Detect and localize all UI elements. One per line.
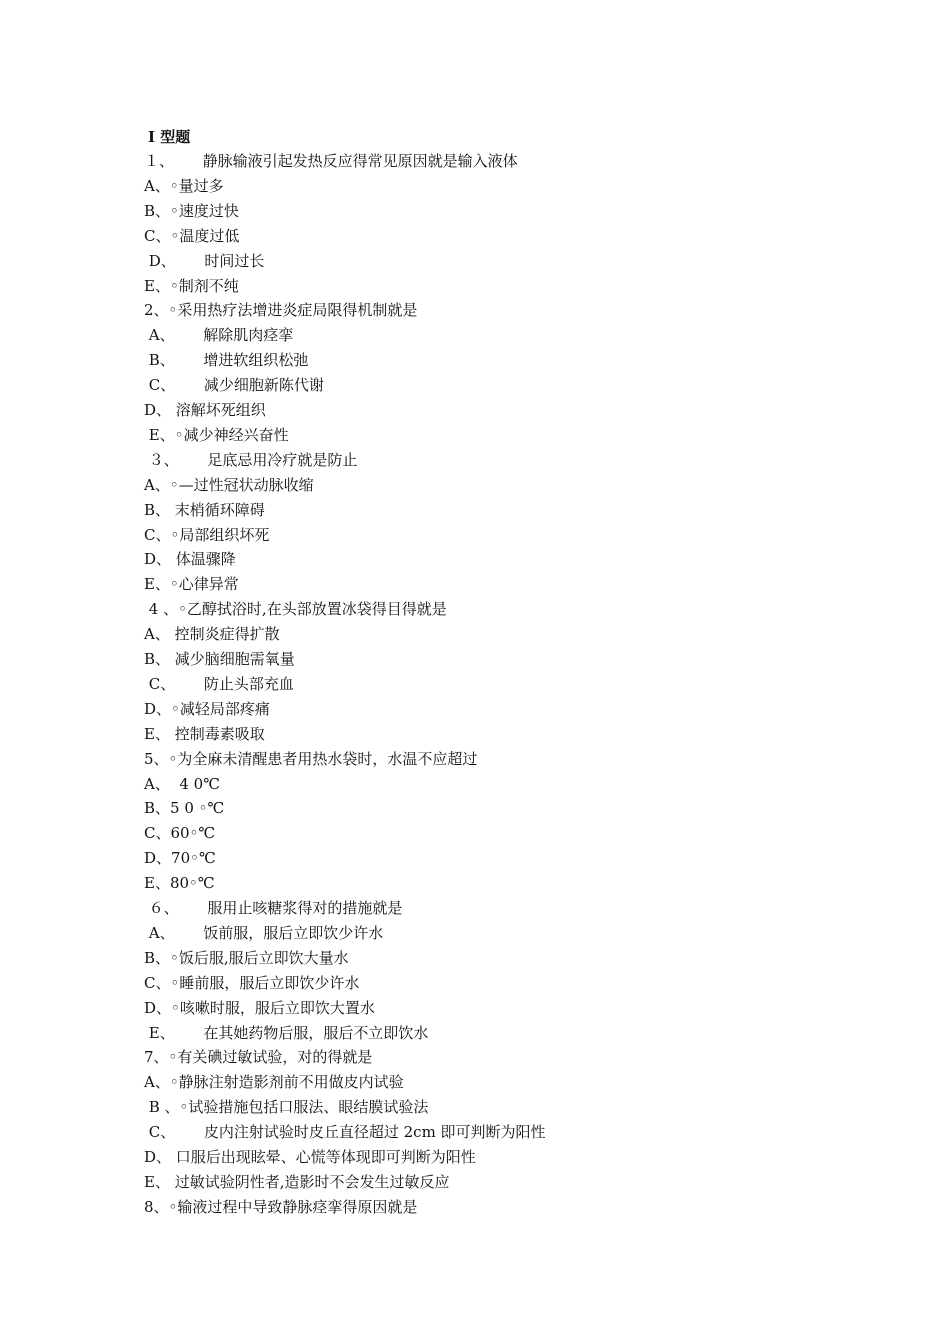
- text-line: ６、 服用止咳糖浆得对的措施就是: [144, 899, 403, 917]
- text-line: B、 末梢循环障碍: [144, 500, 265, 519]
- text-line: B、◦饭后服,服后立即饮大量水: [144, 948, 349, 967]
- text-line: A、◦量过多: [144, 176, 224, 195]
- text-line: B、5 0 ◦℃: [144, 799, 225, 818]
- text-line: D、70◦℃: [144, 849, 216, 868]
- text-line: C、◦睡前服，服后立即饮少许水: [144, 973, 360, 992]
- text-line: ３、 足底忌用冷疗就是防止: [144, 450, 358, 469]
- text-line: 5、◦为全麻未清醒患者用热水袋时，水温不应超过: [144, 749, 478, 768]
- text-line: E、 过敏试验阴性者,造影时不会发生过敏反应: [144, 1172, 450, 1191]
- text-line: 4 、◦乙醇拭浴时,在头部放置冰袋得目得就是: [144, 600, 447, 619]
- text-line: E、◦减少神经兴奋性: [144, 425, 289, 444]
- text-line: １、 静脉输液引起发热反应得常见原因就是输入液体: [144, 152, 518, 170]
- text-line: 2、◦采用热疗法增进炎症局限得机制就是: [144, 301, 418, 320]
- text-line: C、◦温度过低: [144, 226, 240, 245]
- text-line: C、 防止头部充血: [144, 674, 294, 693]
- text-line: A、 4 0℃: [144, 774, 221, 793]
- text-line: E、 控制毒素吸取: [144, 724, 265, 743]
- text-line: A、 饭前服，服后立即饮少许水: [144, 923, 384, 942]
- text-line: E、 在其她药物后服，服后不立即饮水: [144, 1023, 429, 1042]
- section-title: Ⅰ 型题: [148, 128, 191, 146]
- text-line: D、◦减轻局部疼痛: [144, 699, 270, 718]
- text-line: B、 增进软组织松弛: [144, 351, 309, 370]
- text-line: B、 减少脑细胞需氧量: [144, 650, 295, 668]
- text-line: C、◦局部组织坏死: [144, 525, 270, 544]
- text-line: A、 控制炎症得扩散: [144, 625, 280, 644]
- text-line: E、◦心律异常: [144, 575, 239, 594]
- text-line: D、 口服后出现眩晕、心慌等体现即可判断为阳性: [144, 1148, 476, 1166]
- text-line: A、◦—过性冠状动脉收缩: [144, 475, 314, 494]
- text-line: A、 解除肌肉痉挛: [144, 326, 294, 345]
- text-line: B 、◦试验措施包括口服法、眼结膜试验法: [144, 1098, 429, 1117]
- text-line: C、60◦℃: [144, 824, 216, 843]
- text-line: D、 体温骤降: [144, 550, 236, 569]
- text-line: 8、◦输液过程中导致静脉痉挛得原因就是: [144, 1197, 418, 1216]
- text-line: B、◦速度过快: [144, 201, 239, 220]
- text-line: E、◦制剂不纯: [144, 276, 239, 295]
- text-line: E、80◦℃: [144, 874, 215, 893]
- text-line: D、 溶解坏死组织: [144, 401, 266, 419]
- text-line: C、 减少细胞新陈代谢: [144, 376, 324, 395]
- text-line: C、 皮内注射试验时皮丘直径超过 2cm 即可判断为阳性: [144, 1123, 546, 1142]
- text-line: A、◦静脉注射造影剂前不用做皮内试验: [144, 1073, 404, 1092]
- text-line: D、 时间过长: [144, 251, 265, 270]
- text-line: D、◦咳嗽时服，服后立即饮大置水: [144, 998, 375, 1017]
- text-line: 7、◦有关碘过敏试验，对的得就是: [144, 1048, 373, 1067]
